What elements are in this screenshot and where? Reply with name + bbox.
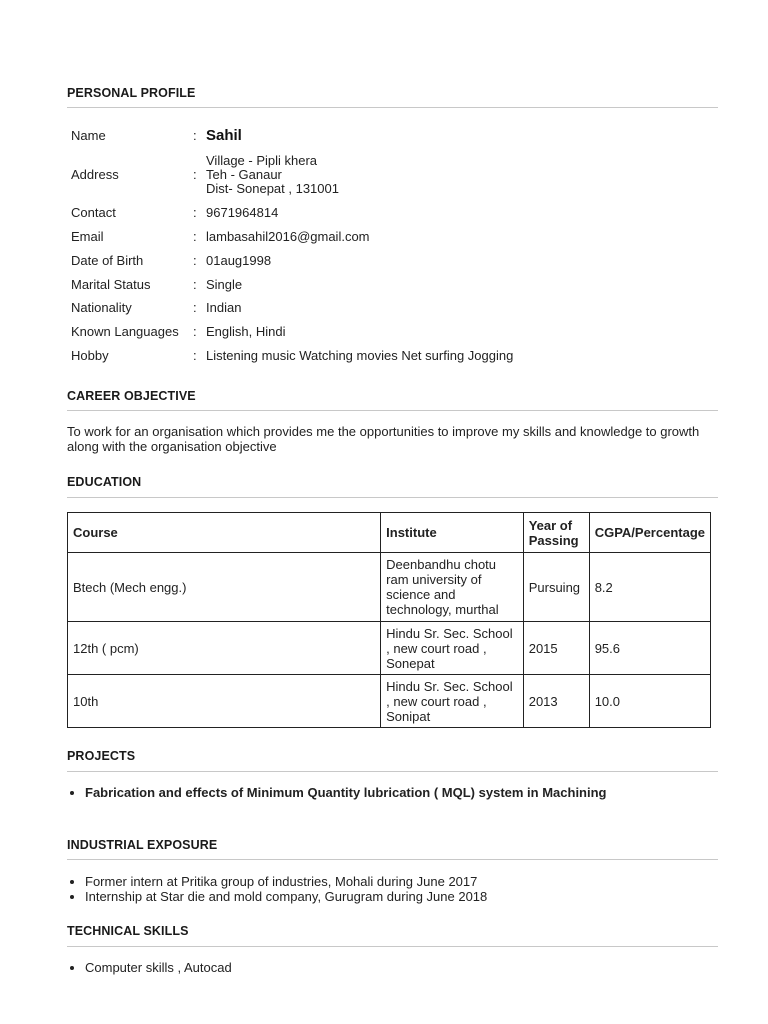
column-header-cgpa: CGPA/Percentage xyxy=(589,513,710,553)
section-title-projects: PROJECTS xyxy=(67,749,136,763)
profile-colon: : xyxy=(193,348,197,363)
column-header-year: Year of Passing xyxy=(523,513,589,553)
profile-label: Nationality xyxy=(71,300,132,315)
education-table xyxy=(67,512,711,728)
industrial-exposure-list xyxy=(67,874,725,904)
profile-label: Address xyxy=(71,167,119,182)
profile-value: 01aug1998 xyxy=(206,253,272,268)
profile-colon: : xyxy=(193,324,197,339)
profile-colon: : xyxy=(193,253,197,268)
column-header-institute: Institute xyxy=(381,513,524,553)
cell-cgpa: 8.2 xyxy=(589,553,710,622)
cell-institute: Hindu Sr. Sec. School , new court road , Sonepat xyxy=(381,622,524,675)
section-title-technical-skills: TECHNICAL SKILLS xyxy=(67,924,189,938)
list-item: • Fabrication and effects of Minimum Quantity lubrication ( MQL) system in Machining xyxy=(85,785,725,800)
cell-cgpa: 10.0 xyxy=(589,675,710,728)
profile-row-address xyxy=(71,153,711,212)
profile-colon: : xyxy=(193,128,197,143)
cell-institute: Hindu Sr. Sec. School , new court road , Sonipat xyxy=(381,675,524,728)
profile-value: Indian xyxy=(206,300,242,315)
list-item: • Former intern at Pritika group of industries, Mohali during June 2017 xyxy=(85,874,725,889)
section-title-industrial-exposure: INDUSTRIAL EXPOSURE xyxy=(67,838,218,852)
cell-year: 2015 xyxy=(523,622,589,675)
profile-colon: : xyxy=(193,205,197,220)
cell-course: 10th xyxy=(68,675,381,728)
section-title-career-objective: CAREER OBJECTIVE xyxy=(67,389,196,403)
profile-colon: : xyxy=(193,167,197,182)
address-line-1: Village - Pipli khera xyxy=(206,153,318,168)
table-header-row xyxy=(68,513,711,553)
profile-colon: : xyxy=(193,277,197,292)
section-divider xyxy=(67,859,718,860)
address-line-2: Teh - Ganaur xyxy=(206,167,282,182)
cell-year: 2013 xyxy=(523,675,589,728)
profile-value: Listening music Watching movies Net surfing Jogging xyxy=(206,348,514,363)
cell-cgpa: 95.6 xyxy=(589,622,710,675)
cell-year: Pursuing xyxy=(523,553,589,622)
cell-institute: Deenbandhu chotu ram university of science and technology, murthal xyxy=(381,553,524,622)
profile-label: Contact xyxy=(71,205,116,220)
technical-skills-list xyxy=(67,960,725,975)
profile-label: Date of Birth xyxy=(71,253,144,268)
section-divider xyxy=(67,107,718,108)
table-row xyxy=(68,553,711,622)
section-divider xyxy=(67,497,718,498)
section-title-personal-profile: PERSONAL PROFILE xyxy=(67,86,196,100)
projects-list xyxy=(67,785,725,800)
section-divider xyxy=(67,946,718,947)
profile-value: lambasahil2016@gmail.com xyxy=(206,229,370,244)
profile-value: Single xyxy=(206,277,243,292)
address-line-3: Dist- Sonepat , 131001 xyxy=(206,181,339,196)
profile-label: Known Languages xyxy=(71,324,179,339)
list-item: • Computer skills , Autocad xyxy=(85,960,725,975)
table-row xyxy=(68,622,711,675)
profile-colon: : xyxy=(193,229,197,244)
section-divider xyxy=(67,771,718,772)
profile-label: Hobby xyxy=(71,348,109,363)
column-header-course: Course xyxy=(68,513,381,553)
section-divider xyxy=(67,410,718,411)
profile-label: Name xyxy=(71,128,106,143)
cell-course: Btech (Mech engg.) xyxy=(68,553,381,622)
profile-value: English, Hindi xyxy=(206,324,286,339)
cell-course: 12th ( pcm) xyxy=(68,622,381,675)
profile-label: Marital Status xyxy=(71,277,151,292)
career-objective-text: To work for an organisation which provides me the opportunities to improve my skills and knowledge to growth along with the organisation objective xyxy=(67,424,700,454)
list-item: • Internship at Star die and mold company, Gurugram during June 2018 xyxy=(85,889,725,904)
table-row xyxy=(68,675,711,728)
profile-colon: : xyxy=(193,300,197,315)
profile-value: 9671964814 xyxy=(206,205,279,220)
profile-name-value: Sahil xyxy=(206,127,242,144)
profile-label: Email xyxy=(71,229,104,244)
section-title-education: EDUCATION xyxy=(67,475,142,489)
